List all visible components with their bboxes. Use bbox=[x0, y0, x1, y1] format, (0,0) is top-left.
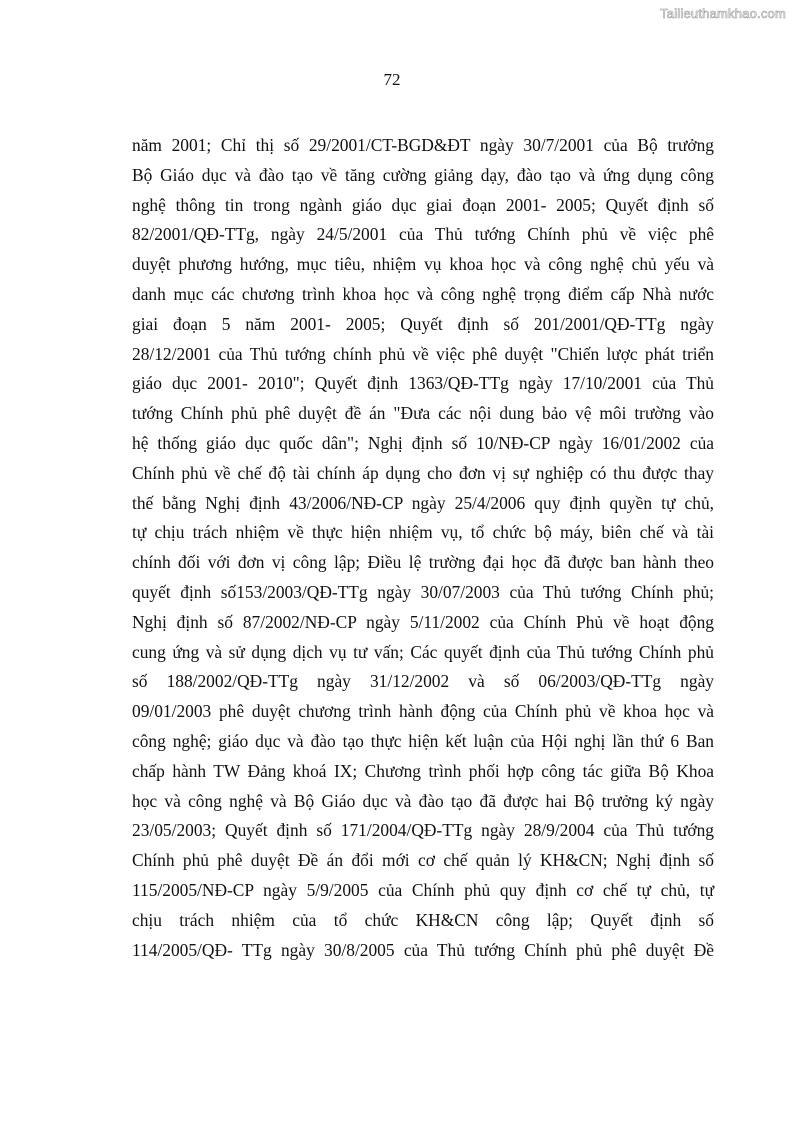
text-line: nghệ thông tin trong ngành giáo dục giai đoạn 2001- 2005; Quyết định số bbox=[132, 194, 714, 215]
text-line: quyết định số153/2003/QĐ-TTg ngày 30/07/2003 của Thủ tướng Chính phủ; bbox=[132, 581, 714, 602]
text-line: Chính phủ phê duyệt Đề án đổi mới cơ chế quản lý KH&CN; Nghị định số bbox=[132, 850, 714, 871]
text-line: học và công nghệ và Bộ Giáo dục và đào tạo đã được hai Bộ trưởng ký ngày bbox=[132, 790, 714, 811]
watermark-text: Tailieuthamkhao.com bbox=[660, 6, 786, 21]
text-line: 115/2005/NĐ-CP ngày 5/9/2005 của Chính phủ quy định cơ chế tự chủ, tự bbox=[132, 879, 714, 900]
text-line: chịu trách nhiệm của tổ chức KH&CN công lập; Quyết định số bbox=[132, 909, 714, 930]
text-line: Chính phủ về chế độ tài chính áp dụng cho đơn vị sự nghiệp có thu được thay bbox=[132, 462, 714, 483]
text-line: 82/2001/QĐ-TTg, ngày 24/5/2001 của Thủ tướng Chính phủ về việc phê bbox=[132, 224, 714, 245]
text-line: thế bằng Nghị định 43/2006/NĐ-CP ngày 25/4/2006 quy định quyền tự chủ, bbox=[132, 492, 714, 513]
text-line: cung ứng và sử dụng dịch vụ tư vấn; Các quyết định của Thủ tướng Chính phủ bbox=[132, 641, 714, 662]
text-line: chấp hành TW Đảng khoá IX; Chương trình phối hợp công tác giữa Bộ Khoa bbox=[132, 760, 714, 781]
text-line: 23/05/2003; Quyết định số 171/2004/QĐ-TTg ngày 28/9/2004 của Thủ tướng bbox=[132, 820, 714, 841]
page-number: 72 bbox=[383, 70, 401, 89]
text-line: công nghệ; giáo dục và đào tạo thực hiện kết luận của Hội nghị lần thứ 6 Ban bbox=[132, 730, 714, 751]
text-line: giáo dục 2001- 2010"; Quyết định 1363/QĐ-TTg ngày 17/10/2001 của Thủ bbox=[132, 373, 714, 394]
body-paragraph bbox=[132, 131, 714, 965]
text-line: chính đối với đơn vị công lập; Điều lệ trường đại học đã được ban hành theo bbox=[132, 552, 714, 573]
text-line: Nghị định số 87/2002/NĐ-CP ngày 5/11/2002 của Chính Phủ về hoạt động bbox=[132, 611, 714, 632]
text-line: 114/2005/QĐ- TTg ngày 30/8/2005 của Thủ tướng Chính phủ phê duyệt Đề bbox=[132, 939, 714, 960]
text-line: tướng Chính phủ phê duyệt đề án "Đưa các nội dung bảo vệ môi trường vào bbox=[132, 403, 714, 424]
text-line: danh mục các chương trình khoa học và công nghệ trọng điểm cấp Nhà nước bbox=[132, 283, 714, 304]
text-line: tự chịu trách nhiệm về thực hiện nhiệm vụ, tổ chức bộ máy, biên chế và tài bbox=[132, 522, 714, 543]
text-line: 09/01/2003 phê duyệt chương trình hành động của Chính phủ về khoa học và bbox=[132, 701, 714, 722]
text-line: số 188/2002/QĐ-TTg ngày 31/12/2002 và số 06/2003/QĐ-TTg ngày bbox=[132, 671, 714, 692]
text-line: năm 2001; Chỉ thị số 29/2001/CT-BGD&ĐT ngày 30/7/2001 của Bộ trưởng bbox=[132, 135, 714, 155]
text-line: duyệt phương hướng, mục tiêu, nhiệm vụ khoa học và công nghệ chủ yếu và bbox=[132, 254, 714, 275]
text-line: Bộ Giáo dục và đào tạo về tăng cường giảng dạy, đào tạo và ứng dụng công bbox=[132, 164, 714, 185]
text-line: 28/12/2001 của Thủ tướng chính phủ về việc phê duyệt "Chiến lược phát triển bbox=[132, 343, 714, 364]
text-line: hệ thống giáo dục quốc dân"; Nghị định số 10/NĐ-CP ngày 16/01/2002 của bbox=[132, 432, 714, 453]
text-line: giai đoạn 5 năm 2001- 2005; Quyết định số 201/2001/QĐ-TTg ngày bbox=[132, 313, 714, 334]
